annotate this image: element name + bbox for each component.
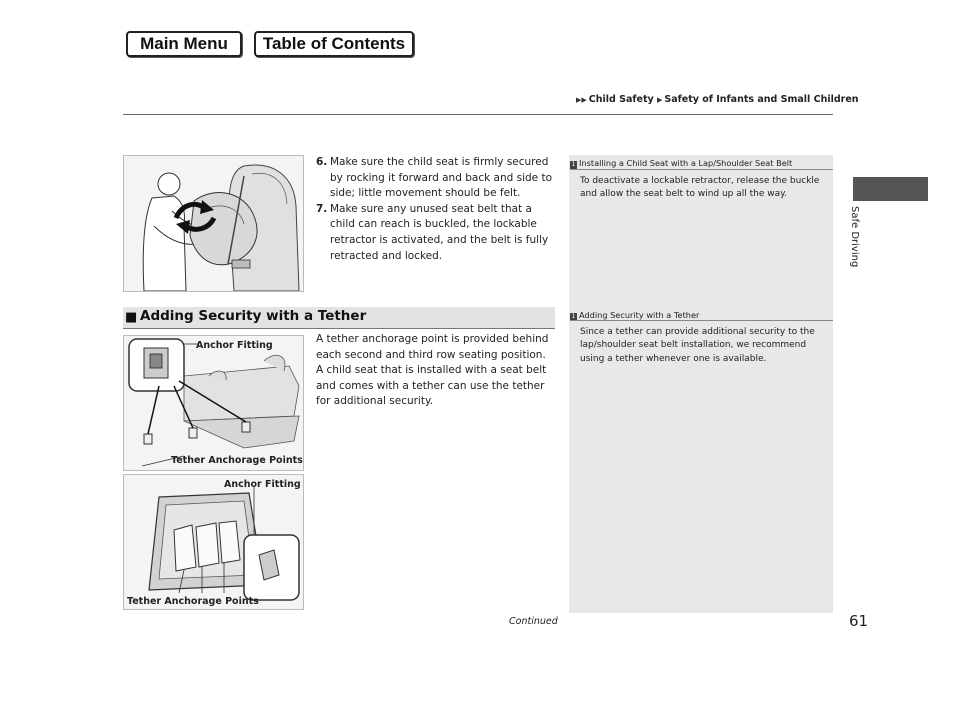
section-title: Adding Security with a Tether bbox=[140, 308, 367, 324]
callout-tether-anchorage: Tether Anchorage Points bbox=[171, 455, 303, 466]
note-title-child-seat: 1 Installing a Child Seat with a Lap/Shoulder Seat Belt bbox=[571, 158, 793, 168]
section-heading bbox=[123, 307, 555, 329]
note-title-tether: 1 Adding Security with a Tether bbox=[571, 310, 700, 320]
step-7: 7. Make sure any unused seat belt that a child can reach is buckled, the lockable retractor is activated, and the belt is fully retracted and locked. bbox=[316, 202, 549, 262]
page-number: 61 bbox=[849, 612, 869, 630]
side-tab[interactable] bbox=[853, 177, 928, 201]
breadcrumb-arrow-icon: ▶ bbox=[657, 96, 663, 104]
child-seat-illustration bbox=[124, 156, 303, 291]
section-paragraph: A tether anchorage point is provided behind each second and third row seating position. A child seat that is installed with a seat belt and comes with a tether can use the tether for additional security. bbox=[316, 333, 549, 408]
second-row-tether-illustration bbox=[124, 336, 303, 470]
header-divider bbox=[123, 114, 833, 115]
note-icon: 1 bbox=[571, 313, 576, 320]
breadcrumb bbox=[576, 94, 859, 105]
note-divider bbox=[570, 320, 833, 321]
note-body-tether: Since a tether can provide additional security to the lap/shoulder seat belt installation, we recommend using a tether whenever one is available. bbox=[580, 327, 815, 364]
notes-panel bbox=[569, 155, 833, 613]
third-row-tether-illustration bbox=[124, 475, 303, 609]
callout-anchor-fitting: Anchor Fitting bbox=[196, 340, 273, 351]
breadcrumb-item-child-safety[interactable]: Child Safety bbox=[588, 94, 654, 105]
main-menu-button[interactable]: Main Menu bbox=[126, 31, 242, 57]
breadcrumb-arrow-icon: ▶▶ bbox=[576, 96, 587, 104]
continued-label: Continued bbox=[509, 616, 558, 627]
table-of-contents-button[interactable]: Table of Contents bbox=[254, 31, 414, 57]
note-icon: 1 bbox=[571, 161, 576, 168]
note-divider bbox=[570, 169, 833, 170]
note-body-child-seat: To deactivate a lockable retractor, release the buckle and allow the seat belt to wind up all the way. bbox=[580, 176, 820, 200]
side-tab-label: Safe Driving bbox=[849, 206, 860, 268]
figure-third-row-tether bbox=[123, 474, 304, 610]
callout-tether-anchorage: Tether Anchorage Points bbox=[127, 596, 259, 607]
callout-anchor-fitting: Anchor Fitting bbox=[224, 479, 301, 490]
section-marker-icon: ■ bbox=[125, 310, 138, 325]
step-6: 6. Make sure the child seat is firmly secured by rocking it forward and back and side to side; little movement should be felt. bbox=[316, 156, 552, 200]
breadcrumb-item-safety-infants[interactable]: Safety of Infants and Small Children bbox=[664, 94, 859, 105]
figure-child-seat-check bbox=[123, 155, 304, 292]
steps-list bbox=[316, 155, 556, 264]
figure-second-row-tether bbox=[123, 335, 304, 471]
